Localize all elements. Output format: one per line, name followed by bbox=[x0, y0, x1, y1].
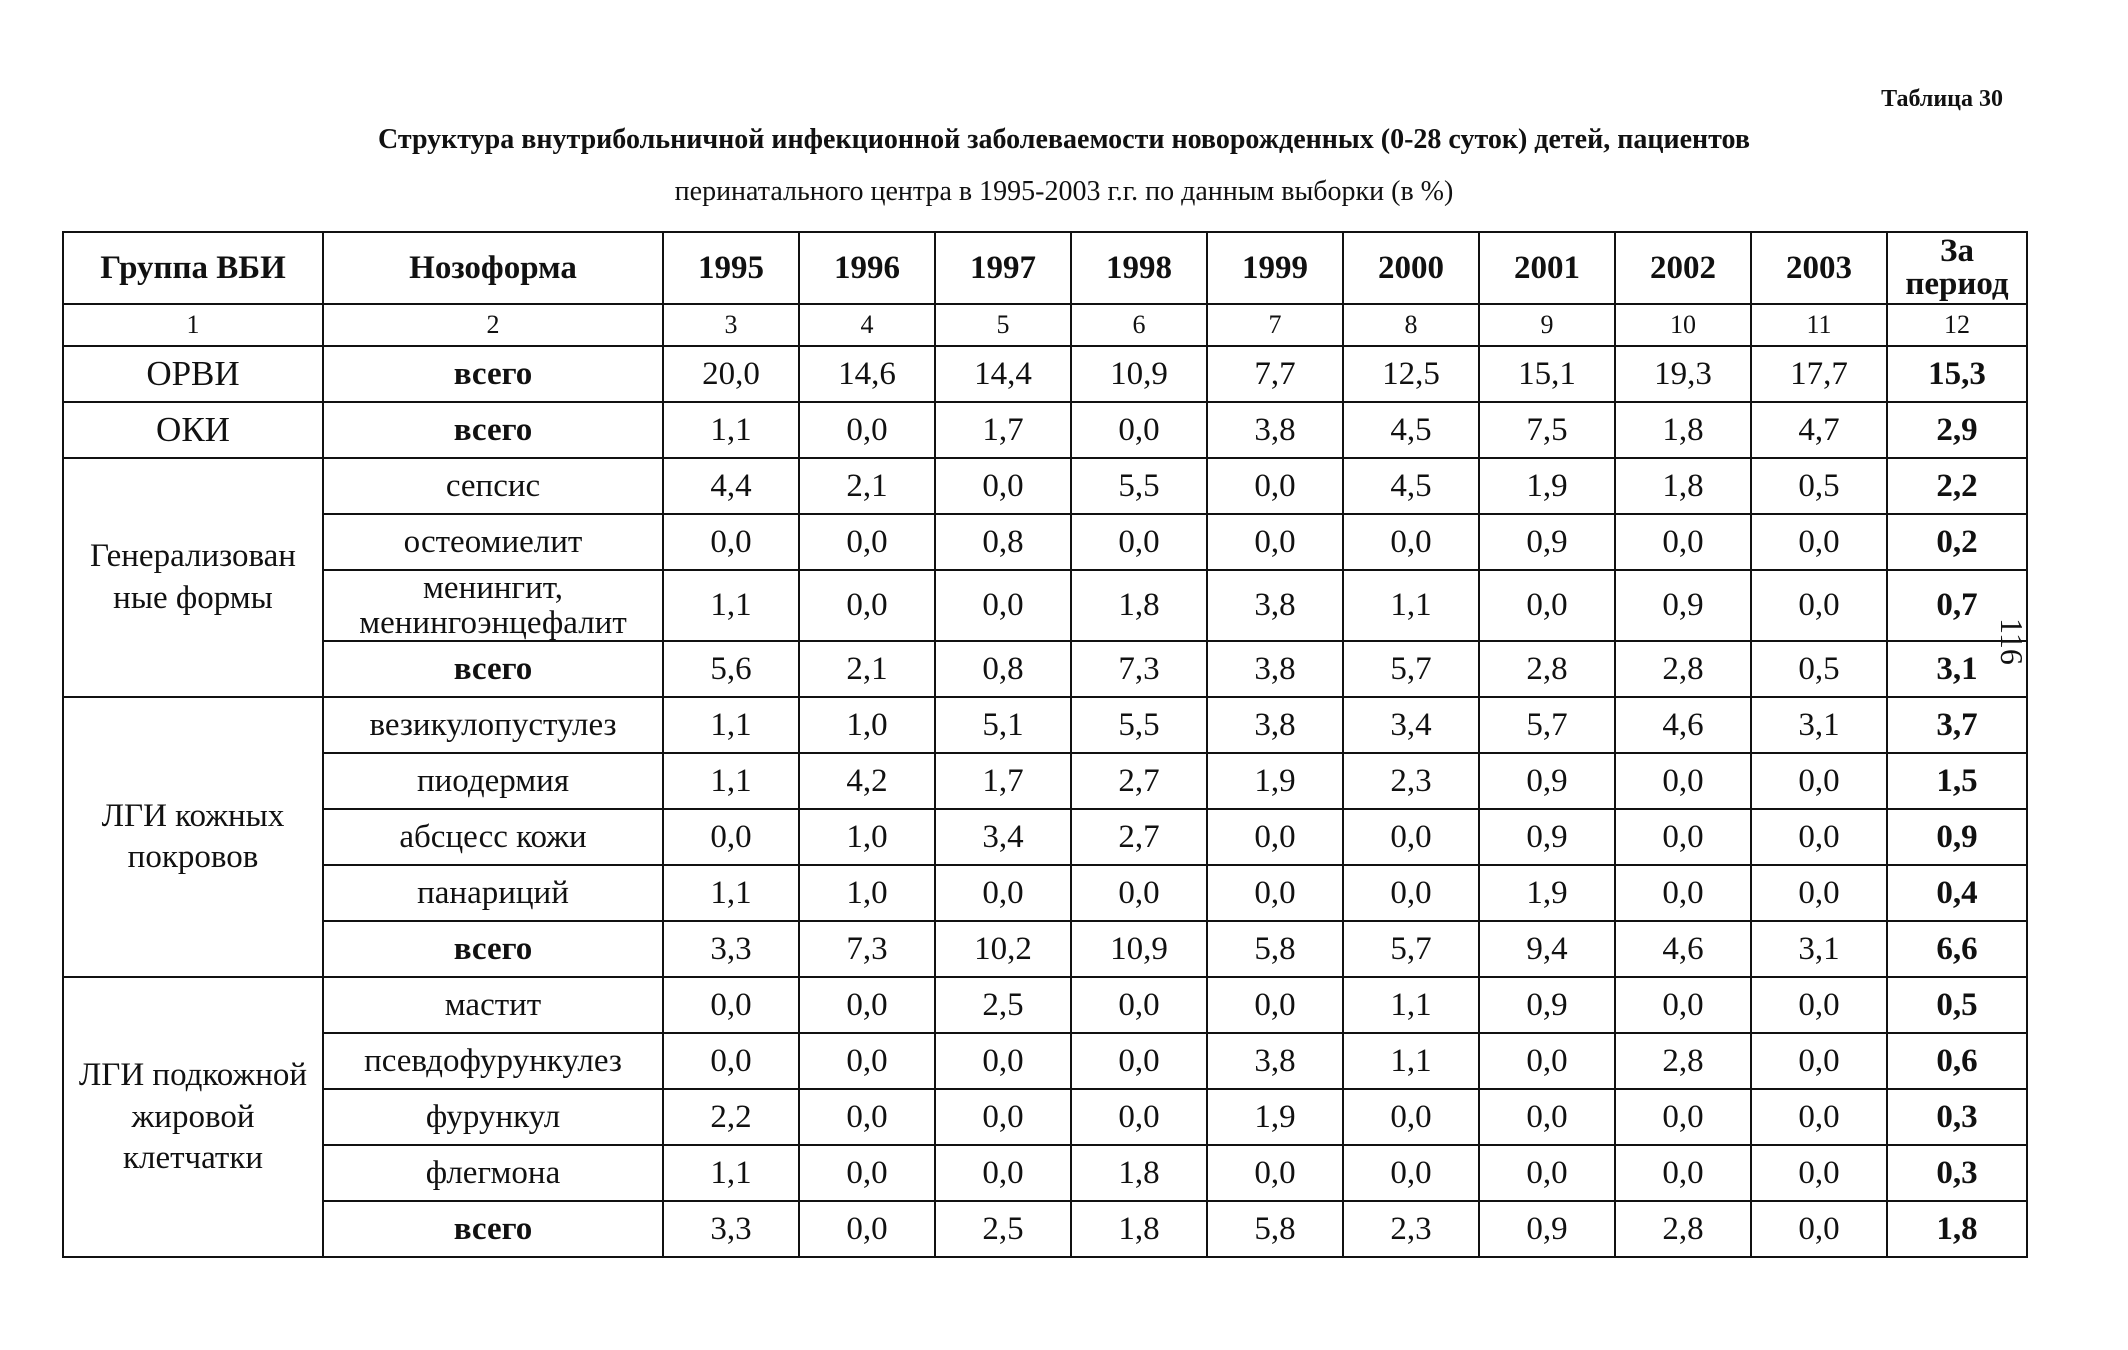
period-value-cell: 0,3 bbox=[1887, 1145, 2027, 1201]
year-value-cell: 5,6 bbox=[663, 641, 799, 697]
year-value-cell: 5,1 bbox=[935, 697, 1071, 753]
header-nosoform: Нозоформа bbox=[323, 232, 663, 304]
year-value-cell: 1,8 bbox=[1615, 458, 1751, 514]
year-value-cell: 0,0 bbox=[935, 570, 1071, 641]
year-value-cell: 5,7 bbox=[1343, 641, 1479, 697]
nosoform-cell: всего bbox=[323, 346, 663, 402]
nosoform-cell: псевдофурункулез bbox=[323, 1033, 663, 1089]
year-value-cell: 0,9 bbox=[1479, 809, 1615, 865]
morbidity-table bbox=[62, 231, 2028, 1258]
header-year: 1999 bbox=[1207, 232, 1343, 304]
year-value-cell: 10,9 bbox=[1071, 346, 1207, 402]
year-value-cell: 0,9 bbox=[1479, 753, 1615, 809]
year-value-cell: 5,7 bbox=[1479, 697, 1615, 753]
year-value-cell: 0,0 bbox=[935, 458, 1071, 514]
period-value-cell: 3,1 bbox=[1887, 641, 2027, 697]
year-value-cell: 1,1 bbox=[1343, 977, 1479, 1033]
table-row bbox=[63, 514, 2027, 570]
year-value-cell: 1,1 bbox=[1343, 570, 1479, 641]
year-value-cell: 0,0 bbox=[1751, 753, 1887, 809]
column-index: 4 bbox=[799, 304, 935, 346]
year-value-cell: 15,1 bbox=[1479, 346, 1615, 402]
year-value-cell: 0,9 bbox=[1615, 570, 1751, 641]
year-value-cell: 1,9 bbox=[1479, 865, 1615, 921]
year-value-cell: 10,9 bbox=[1071, 921, 1207, 977]
group-name: Генерализован ные формы bbox=[63, 458, 323, 697]
year-value-cell: 1,7 bbox=[935, 402, 1071, 458]
year-value-cell: 0,0 bbox=[1751, 1089, 1887, 1145]
year-value-cell: 0,0 bbox=[1615, 1089, 1751, 1145]
year-value-cell: 4,5 bbox=[1343, 458, 1479, 514]
year-value-cell: 1,9 bbox=[1207, 1089, 1343, 1145]
year-value-cell: 7,3 bbox=[799, 921, 935, 977]
year-value-cell: 0,5 bbox=[1751, 641, 1887, 697]
year-value-cell: 0,0 bbox=[1071, 977, 1207, 1033]
year-value-cell: 3,8 bbox=[1207, 402, 1343, 458]
period-value-cell: 0,2 bbox=[1887, 514, 2027, 570]
year-value-cell: 0,0 bbox=[1207, 458, 1343, 514]
nosoform-cell: всего bbox=[323, 921, 663, 977]
year-value-cell: 0,0 bbox=[935, 865, 1071, 921]
year-value-cell: 5,7 bbox=[1343, 921, 1479, 977]
year-value-cell: 0,0 bbox=[1479, 1089, 1615, 1145]
header-year: 1997 bbox=[935, 232, 1071, 304]
year-value-cell: 0,0 bbox=[1207, 1145, 1343, 1201]
nosoform-cell: сепсис bbox=[323, 458, 663, 514]
nosoform-cell: фурункул bbox=[323, 1089, 663, 1145]
year-value-cell: 1,7 bbox=[935, 753, 1071, 809]
column-index: 3 bbox=[663, 304, 799, 346]
year-value-cell: 1,8 bbox=[1615, 402, 1751, 458]
year-value-cell: 3,1 bbox=[1751, 697, 1887, 753]
table-label: Таблица 30 bbox=[1881, 86, 2003, 112]
nosoform-cell: менингит, менингоэнцефалит bbox=[323, 570, 663, 641]
table-row bbox=[63, 809, 2027, 865]
year-value-cell: 0,0 bbox=[1343, 1145, 1479, 1201]
year-value-cell: 0,0 bbox=[1071, 865, 1207, 921]
nosoform-cell: мастит bbox=[323, 977, 663, 1033]
table-row bbox=[63, 641, 2027, 697]
year-value-cell: 0,0 bbox=[799, 977, 935, 1033]
nosoform-cell: всего bbox=[323, 641, 663, 697]
year-value-cell: 0,0 bbox=[1071, 1033, 1207, 1089]
year-value-cell: 0,0 bbox=[799, 1089, 935, 1145]
year-value-cell: 14,6 bbox=[799, 346, 935, 402]
column-index: 1 bbox=[63, 304, 323, 346]
year-value-cell: 1,1 bbox=[663, 865, 799, 921]
year-value-cell: 3,8 bbox=[1207, 1033, 1343, 1089]
year-value-cell: 0,0 bbox=[1751, 1201, 1887, 1257]
year-value-cell: 1,1 bbox=[663, 1145, 799, 1201]
year-value-cell: 0,0 bbox=[799, 570, 935, 641]
year-value-cell: 4,6 bbox=[1615, 921, 1751, 977]
table-row bbox=[63, 1145, 2027, 1201]
column-index: 6 bbox=[1071, 304, 1207, 346]
table-row bbox=[63, 977, 2027, 1033]
year-value-cell: 2,3 bbox=[1343, 1201, 1479, 1257]
year-value-cell: 1,1 bbox=[663, 402, 799, 458]
year-value-cell: 2,7 bbox=[1071, 753, 1207, 809]
year-value-cell: 0,0 bbox=[1207, 809, 1343, 865]
year-value-cell: 0,0 bbox=[1071, 402, 1207, 458]
year-value-cell: 0,0 bbox=[1751, 977, 1887, 1033]
year-value-cell: 0,0 bbox=[799, 1033, 935, 1089]
year-value-cell: 1,0 bbox=[799, 697, 935, 753]
year-value-cell: 0,0 bbox=[1615, 753, 1751, 809]
column-index: 8 bbox=[1343, 304, 1479, 346]
year-value-cell: 3,8 bbox=[1207, 641, 1343, 697]
year-value-cell: 2,8 bbox=[1615, 1201, 1751, 1257]
year-value-cell: 1,1 bbox=[1343, 1033, 1479, 1089]
column-index: 10 bbox=[1615, 304, 1751, 346]
year-value-cell: 0,0 bbox=[1343, 865, 1479, 921]
year-value-cell: 17,7 bbox=[1751, 346, 1887, 402]
year-value-cell: 0,0 bbox=[1751, 1033, 1887, 1089]
year-value-cell: 2,5 bbox=[935, 977, 1071, 1033]
table-row bbox=[63, 753, 2027, 809]
year-value-cell: 0,0 bbox=[1207, 865, 1343, 921]
column-index-row bbox=[63, 304, 2027, 346]
year-value-cell: 7,7 bbox=[1207, 346, 1343, 402]
table-caption-line-2: перинатального центра в 1995-2003 г.г. по данным выборки (в %) bbox=[674, 176, 1454, 207]
year-value-cell: 2,7 bbox=[1071, 809, 1207, 865]
header-year: 2000 bbox=[1343, 232, 1479, 304]
year-value-cell: 0,0 bbox=[1751, 1145, 1887, 1201]
year-value-cell: 0,8 bbox=[935, 514, 1071, 570]
year-value-cell: 3,8 bbox=[1207, 697, 1343, 753]
year-value-cell: 0,5 bbox=[1751, 458, 1887, 514]
nosoform-cell: флегмона bbox=[323, 1145, 663, 1201]
year-value-cell: 1,1 bbox=[663, 570, 799, 641]
table-row bbox=[63, 458, 2027, 514]
period-value-cell: 0,3 bbox=[1887, 1089, 2027, 1145]
group-name: ЛГИ подкожной жировой клетчатки bbox=[63, 977, 323, 1257]
table-row bbox=[63, 1201, 2027, 1257]
year-value-cell: 2,8 bbox=[1615, 641, 1751, 697]
nosoform-cell: панариций bbox=[323, 865, 663, 921]
year-value-cell: 12,5 bbox=[1343, 346, 1479, 402]
year-value-cell: 0,0 bbox=[1207, 514, 1343, 570]
period-value-cell: 2,2 bbox=[1887, 458, 2027, 514]
period-value-cell: 0,9 bbox=[1887, 809, 2027, 865]
column-index: 5 bbox=[935, 304, 1071, 346]
period-value-cell: 1,5 bbox=[1887, 753, 2027, 809]
year-value-cell: 3,1 bbox=[1751, 921, 1887, 977]
header-year: 2003 bbox=[1751, 232, 1887, 304]
year-value-cell: 0,0 bbox=[935, 1145, 1071, 1201]
year-value-cell: 3,4 bbox=[1343, 697, 1479, 753]
year-value-cell: 3,8 bbox=[1207, 570, 1343, 641]
year-value-cell: 5,5 bbox=[1071, 458, 1207, 514]
column-index: 9 bbox=[1479, 304, 1615, 346]
table-row bbox=[63, 402, 2027, 458]
period-value-cell: 6,6 bbox=[1887, 921, 2027, 977]
year-value-cell: 0,9 bbox=[1479, 977, 1615, 1033]
year-value-cell: 0,0 bbox=[1615, 865, 1751, 921]
year-value-cell: 1,9 bbox=[1207, 753, 1343, 809]
group-name: ОКИ bbox=[63, 402, 323, 458]
nosoform-cell: абсцесс кожи bbox=[323, 809, 663, 865]
year-value-cell: 10,2 bbox=[935, 921, 1071, 977]
year-value-cell: 0,0 bbox=[663, 1033, 799, 1089]
nosoform-cell: пиодермия bbox=[323, 753, 663, 809]
year-value-cell: 20,0 bbox=[663, 346, 799, 402]
year-value-cell: 2,8 bbox=[1479, 641, 1615, 697]
header-period: За период bbox=[1887, 232, 2027, 304]
year-value-cell: 0,9 bbox=[1479, 1201, 1615, 1257]
year-value-cell: 0,0 bbox=[1615, 809, 1751, 865]
year-value-cell: 0,0 bbox=[935, 1033, 1071, 1089]
year-value-cell: 0,0 bbox=[663, 809, 799, 865]
header-year: 2002 bbox=[1615, 232, 1751, 304]
year-value-cell: 0,0 bbox=[799, 1145, 935, 1201]
period-value-cell: 0,4 bbox=[1887, 865, 2027, 921]
year-value-cell: 2,1 bbox=[799, 641, 935, 697]
header-group: Группа ВБИ bbox=[63, 232, 323, 304]
year-value-cell: 1,1 bbox=[663, 753, 799, 809]
period-value-cell: 15,3 bbox=[1887, 346, 2027, 402]
period-value-cell: 2,9 bbox=[1887, 402, 2027, 458]
period-value-cell: 0,6 bbox=[1887, 1033, 2027, 1089]
column-index: 7 bbox=[1207, 304, 1343, 346]
year-value-cell: 7,3 bbox=[1071, 641, 1207, 697]
nosoform-cell: остеомиелит bbox=[323, 514, 663, 570]
table-row bbox=[63, 346, 2027, 402]
table-row bbox=[63, 570, 2027, 641]
year-value-cell: 4,7 bbox=[1751, 402, 1887, 458]
year-value-cell: 0,0 bbox=[1751, 570, 1887, 641]
table-row bbox=[63, 697, 2027, 753]
year-value-cell: 4,2 bbox=[799, 753, 935, 809]
period-value-cell: 3,7 bbox=[1887, 697, 2027, 753]
year-value-cell: 2,3 bbox=[1343, 753, 1479, 809]
year-value-cell: 0,0 bbox=[1071, 514, 1207, 570]
table-row bbox=[63, 921, 2027, 977]
period-value-cell: 0,5 bbox=[1887, 977, 2027, 1033]
year-value-cell: 1,1 bbox=[663, 697, 799, 753]
year-value-cell: 0,0 bbox=[1343, 1089, 1479, 1145]
table-row bbox=[63, 1089, 2027, 1145]
year-value-cell: 4,6 bbox=[1615, 697, 1751, 753]
year-value-cell: 4,4 bbox=[663, 458, 799, 514]
column-index: 11 bbox=[1751, 304, 1887, 346]
header-year: 2001 bbox=[1479, 232, 1615, 304]
year-value-cell: 0,0 bbox=[1615, 977, 1751, 1033]
nosoform-cell: всего bbox=[323, 1201, 663, 1257]
header-year: 1996 bbox=[799, 232, 935, 304]
year-value-cell: 1,0 bbox=[799, 809, 935, 865]
year-value-cell: 1,9 bbox=[1479, 458, 1615, 514]
year-value-cell: 1,0 bbox=[799, 865, 935, 921]
year-value-cell: 4,5 bbox=[1343, 402, 1479, 458]
year-value-cell: 7,5 bbox=[1479, 402, 1615, 458]
year-value-cell: 0,0 bbox=[1615, 1145, 1751, 1201]
column-index: 12 bbox=[1887, 304, 2027, 346]
nosoform-cell: всего bbox=[323, 402, 663, 458]
header-year: 1995 bbox=[663, 232, 799, 304]
year-value-cell: 0,0 bbox=[1615, 514, 1751, 570]
year-value-cell: 0,9 bbox=[1479, 514, 1615, 570]
table-row bbox=[63, 1033, 2027, 1089]
year-value-cell: 5,8 bbox=[1207, 1201, 1343, 1257]
page-number: 116 bbox=[1994, 618, 2030, 665]
year-value-cell: 3,3 bbox=[663, 1201, 799, 1257]
year-value-cell: 2,2 bbox=[663, 1089, 799, 1145]
nosoform-cell: везикулопустулез bbox=[323, 697, 663, 753]
year-value-cell: 1,8 bbox=[1071, 1145, 1207, 1201]
year-value-cell: 0,0 bbox=[935, 1089, 1071, 1145]
year-value-cell: 0,0 bbox=[1479, 1145, 1615, 1201]
year-value-cell: 3,3 bbox=[663, 921, 799, 977]
year-value-cell: 0,0 bbox=[1479, 570, 1615, 641]
year-value-cell: 0,0 bbox=[1343, 809, 1479, 865]
year-value-cell: 0,0 bbox=[799, 514, 935, 570]
year-value-cell: 2,1 bbox=[799, 458, 935, 514]
period-value-cell: 1,8 bbox=[1887, 1201, 2027, 1257]
year-value-cell: 2,5 bbox=[935, 1201, 1071, 1257]
year-value-cell: 5,8 bbox=[1207, 921, 1343, 977]
year-value-cell: 19,3 bbox=[1615, 346, 1751, 402]
column-index: 2 bbox=[323, 304, 663, 346]
year-value-cell: 0,0 bbox=[1751, 514, 1887, 570]
year-value-cell: 0,0 bbox=[799, 402, 935, 458]
year-value-cell: 2,8 bbox=[1615, 1033, 1751, 1089]
year-value-cell: 0,0 bbox=[1343, 514, 1479, 570]
header-year: 1998 bbox=[1071, 232, 1207, 304]
period-value-cell: 0,7 bbox=[1887, 570, 2027, 641]
table-caption-line-1: Структура внутрибольничной инфекционной заболеваемости новорожденных (0-28 суток) детей, пациентов bbox=[378, 124, 1750, 155]
year-value-cell: 5,5 bbox=[1071, 697, 1207, 753]
year-value-cell: 1,8 bbox=[1071, 570, 1207, 641]
year-value-cell: 0,0 bbox=[1071, 1089, 1207, 1145]
year-value-cell: 1,8 bbox=[1071, 1201, 1207, 1257]
year-value-cell: 0,0 bbox=[799, 1201, 935, 1257]
year-value-cell: 0,0 bbox=[1207, 977, 1343, 1033]
group-name: ОРВИ bbox=[63, 346, 323, 402]
year-value-cell: 0,8 bbox=[935, 641, 1071, 697]
year-value-cell: 14,4 bbox=[935, 346, 1071, 402]
table-row bbox=[63, 865, 2027, 921]
year-value-cell: 3,4 bbox=[935, 809, 1071, 865]
year-value-cell: 0,0 bbox=[1751, 865, 1887, 921]
year-value-cell: 0,0 bbox=[663, 977, 799, 1033]
header-row bbox=[63, 232, 2027, 304]
group-name: ЛГИ кожных покровов bbox=[63, 697, 323, 977]
year-value-cell: 0,0 bbox=[663, 514, 799, 570]
year-value-cell: 0,0 bbox=[1479, 1033, 1615, 1089]
year-value-cell: 9,4 bbox=[1479, 921, 1615, 977]
year-value-cell: 0,0 bbox=[1751, 809, 1887, 865]
